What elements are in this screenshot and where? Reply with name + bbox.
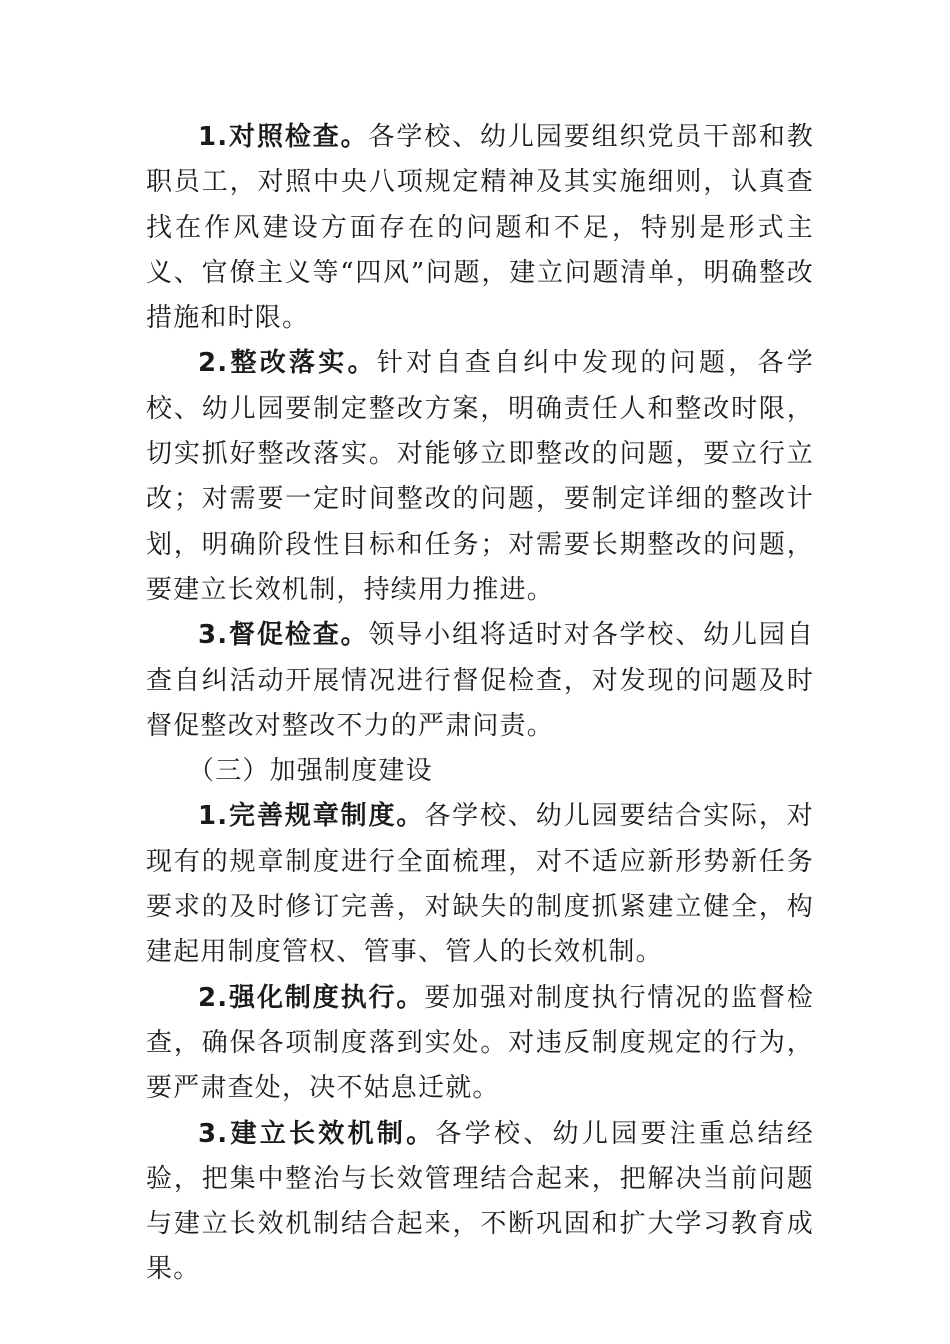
paragraph-long-term (146, 1112, 814, 1293)
paragraph-text: 各学校、幼儿园要结合实际，对现有的规章制度进行全面梳理，对不适应新形势新任务要求的及时修订完善，对缺失的制度抓紧建立健全，构建起用制度管权、管事、管人的长效机制。 (146, 801, 814, 968)
paragraph-text: 要加强对制度执行情况的监督检查，确保各项制度落到实处。对违反制度规定的行为，要严肃查处，决不姑息迁就。 (146, 982, 814, 1104)
paragraph-text: 针对自查自纠中发现的问题，各学校、幼儿园要制定整改方案，明确责任人和整改时限，切实抓好整改落实。对能够立即整改的问题，要立行立改；对需要一定时间整改的问题，要制定详细的整改计划，明确阶段性目标和任务；对需要长期整改的问题，要建立长效机制，持续用力推进。 (146, 348, 814, 605)
paragraph-lead: 1.对照检查。 (198, 122, 369, 152)
section-heading: （三）加强制度建设 (188, 756, 433, 787)
paragraph-lead: 1.完善规章制度。 (198, 801, 425, 832)
paragraph-text: 各学校、幼儿园要注重总结经验，把集中整治与长效管理结合起来，把解决当前问题与建立长效机制结合起来，不断巩固和扩大学习教育成果。 (146, 1118, 814, 1285)
document-page (146, 115, 814, 1293)
paragraph-lead: 2.整改落实。 (198, 348, 377, 379)
paragraph-rectify (146, 341, 814, 613)
paragraph-lead: 3.建立长效机制。 (198, 1118, 436, 1149)
paragraph-improve-rules (146, 794, 814, 975)
paragraph-text: 各学校、幼儿园要组织党员干部和教职员工，对照中央八项规定精神及其实施细则，认真查找在作风建设方面存在的问题和不足，特别是形式主义、官僚主义等“四风”问题，建立问题清单，明确整改措施和时限。 (146, 122, 815, 334)
paragraph-enforce-rules (146, 976, 814, 1112)
paragraph-check (146, 115, 814, 341)
paragraph-lead: 2.强化制度执行。 (198, 982, 425, 1013)
paragraph-supervise (146, 613, 814, 749)
paragraph-lead: 3.督促检查。 (198, 620, 369, 651)
paragraph-text: 领导小组将适时对各学校、幼儿园自查自纠活动开展情况进行督促检查，对发现的问题及时督促整改对整改不力的严肃问责。 (146, 620, 815, 741)
